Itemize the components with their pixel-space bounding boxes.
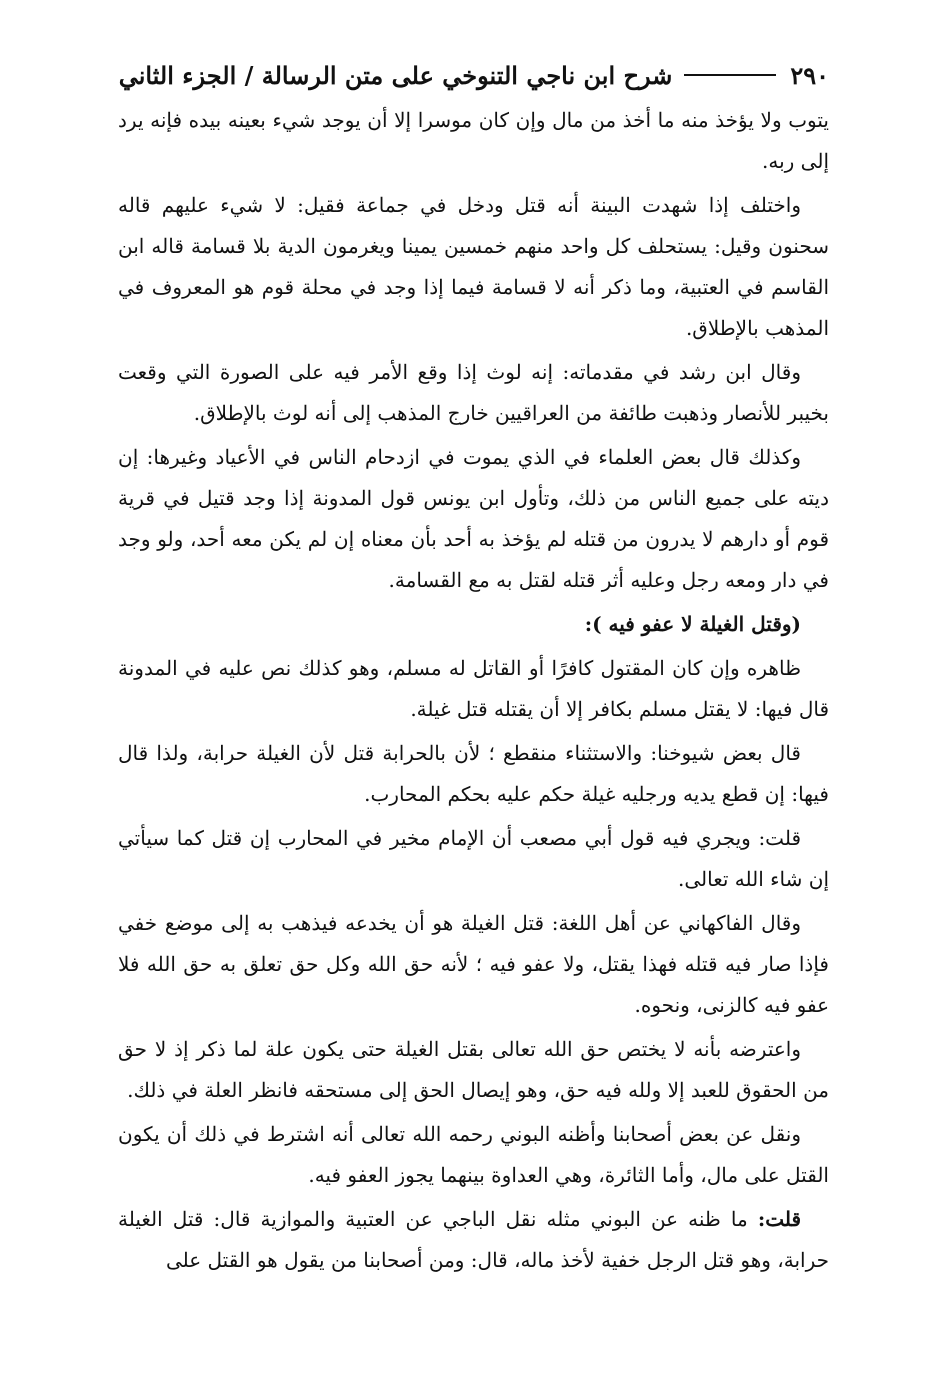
final-paragraph-lead: قلت: bbox=[757, 1207, 802, 1231]
running-title: شرح ابن ناجي التنوخي على متن الرسالة / الجزء الثاني bbox=[118, 60, 673, 90]
paragraph: يتوب ولا يؤخذ منه ما أخذ من مال وإن كان موسرا إلا أن يوجد شيء بعينه بيده فإنه يرد إلى ربه. bbox=[118, 108, 829, 173]
paragraph: وقال ابن رشد في مقدماته: إنه لوث إذا وقع الأمر فيه على الصورة التي وقعت بخيبر للأنصار وذهبت طائفة من العراقيين خارج المذهب إلى أنه لوث بالإطلاق. bbox=[118, 360, 829, 425]
section-heading: (وقتل الغيلة لا عفو فيه ): bbox=[584, 612, 801, 636]
paragraph: ظاهره وإن كان المقتول كافرًا أو القاتل له مسلم، وهو كذلك نص عليه في المدونة قال فيها: لا يقتل مسلم بكافر إلا أن يقتله قتل غيلة. bbox=[118, 656, 829, 721]
final-paragraph bbox=[118, 1199, 829, 1281]
page-number: ٢٩٠ bbox=[790, 60, 829, 90]
paragraph: ونقل عن بعض أصحابنا وأظنه البوني رحمه الله تعالى أنه اشترط في ذلك أن يكون القتل على مال، وأما الثائرة، وهي العداوة بينهما يجوز العفو فيه. bbox=[118, 1122, 829, 1187]
page-header bbox=[110, 55, 829, 95]
body-text bbox=[118, 100, 829, 1284]
paragraph: وقال الفاكهاني عن أهل اللغة: قتل الغيلة هو أن يخدعه فيذهب به إلى موضع خفي فإذا صار فيه قتله فهذا يقتل، ولا عفو فيه ؛ لأنه حق الله وكل حق تعلق به حق الله فلا عفو فيه كالزنى، ونحوه. bbox=[118, 911, 829, 1017]
paragraph: واختلف إذا شهدت البينة أنه قتل ودخل في جماعة فقيل: لا شيء عليهم قاله سحنون وقيل: يستحلف كل واحد منهم خمسين يمينا ويغرمون الدية بلا قسامة قاله ابن القاسم في العتبية، وما ذكر أنه لا قسامة فيما إذا وجد في محلة قوم هو المعروف في المذهب بالإطلاق. bbox=[118, 193, 829, 340]
paragraph: قال بعض شيوخنا: والاستثناء منقطع ؛ لأن بالحرابة قتل لأن الغيلة حرابة، ولذا قال فيها: إن قطع يديه ورجليه غيلة حكم عليه بحكم المحارب. bbox=[118, 741, 829, 806]
paragraph: واعترضه بأنه لا يختص حق الله تعالى بقتل الغيلة حتى يكون علة لما ذكر إذ لا حق من الحقوق للعبد إلا ولله فيه حق، وهو إيصال الحق إلى مستحقه فانظر العلة في ذلك. bbox=[118, 1037, 829, 1102]
header-rule bbox=[684, 74, 776, 76]
paragraph: وكذلك قال بعض العلماء في الذي يموت في ازدحام الناس في الأعياد وغيرها: إن ديته على جميع الناس من ذلك، وتأول ابن يونس قول المدونة إذا وجد قتيل في قرية قوم أو دارهم لا يدرون من قتله لم يؤخذ به أحد بأن معناه إن لم يكن معه أحد، ولو وجد في دار ومعه رجل وعليه أثر قتله لقتل به مع القسامة. bbox=[118, 445, 829, 592]
paragraph: قلت: ويجري فيه قول أبي مصعب أن الإمام مخير في المحارب إن قتل كما سيأتي إن شاء الله تعالى. bbox=[118, 826, 829, 891]
final-paragraph-text: ما ظنه عن البوني مثله نقل الباجي عن العتبية والموازية قال: قتل الغيلة حرابة، وهو قتل الرجل خفية لأخذ ماله، قال: ومن أصحابنا من يقول هو القتل على bbox=[118, 1207, 829, 1272]
